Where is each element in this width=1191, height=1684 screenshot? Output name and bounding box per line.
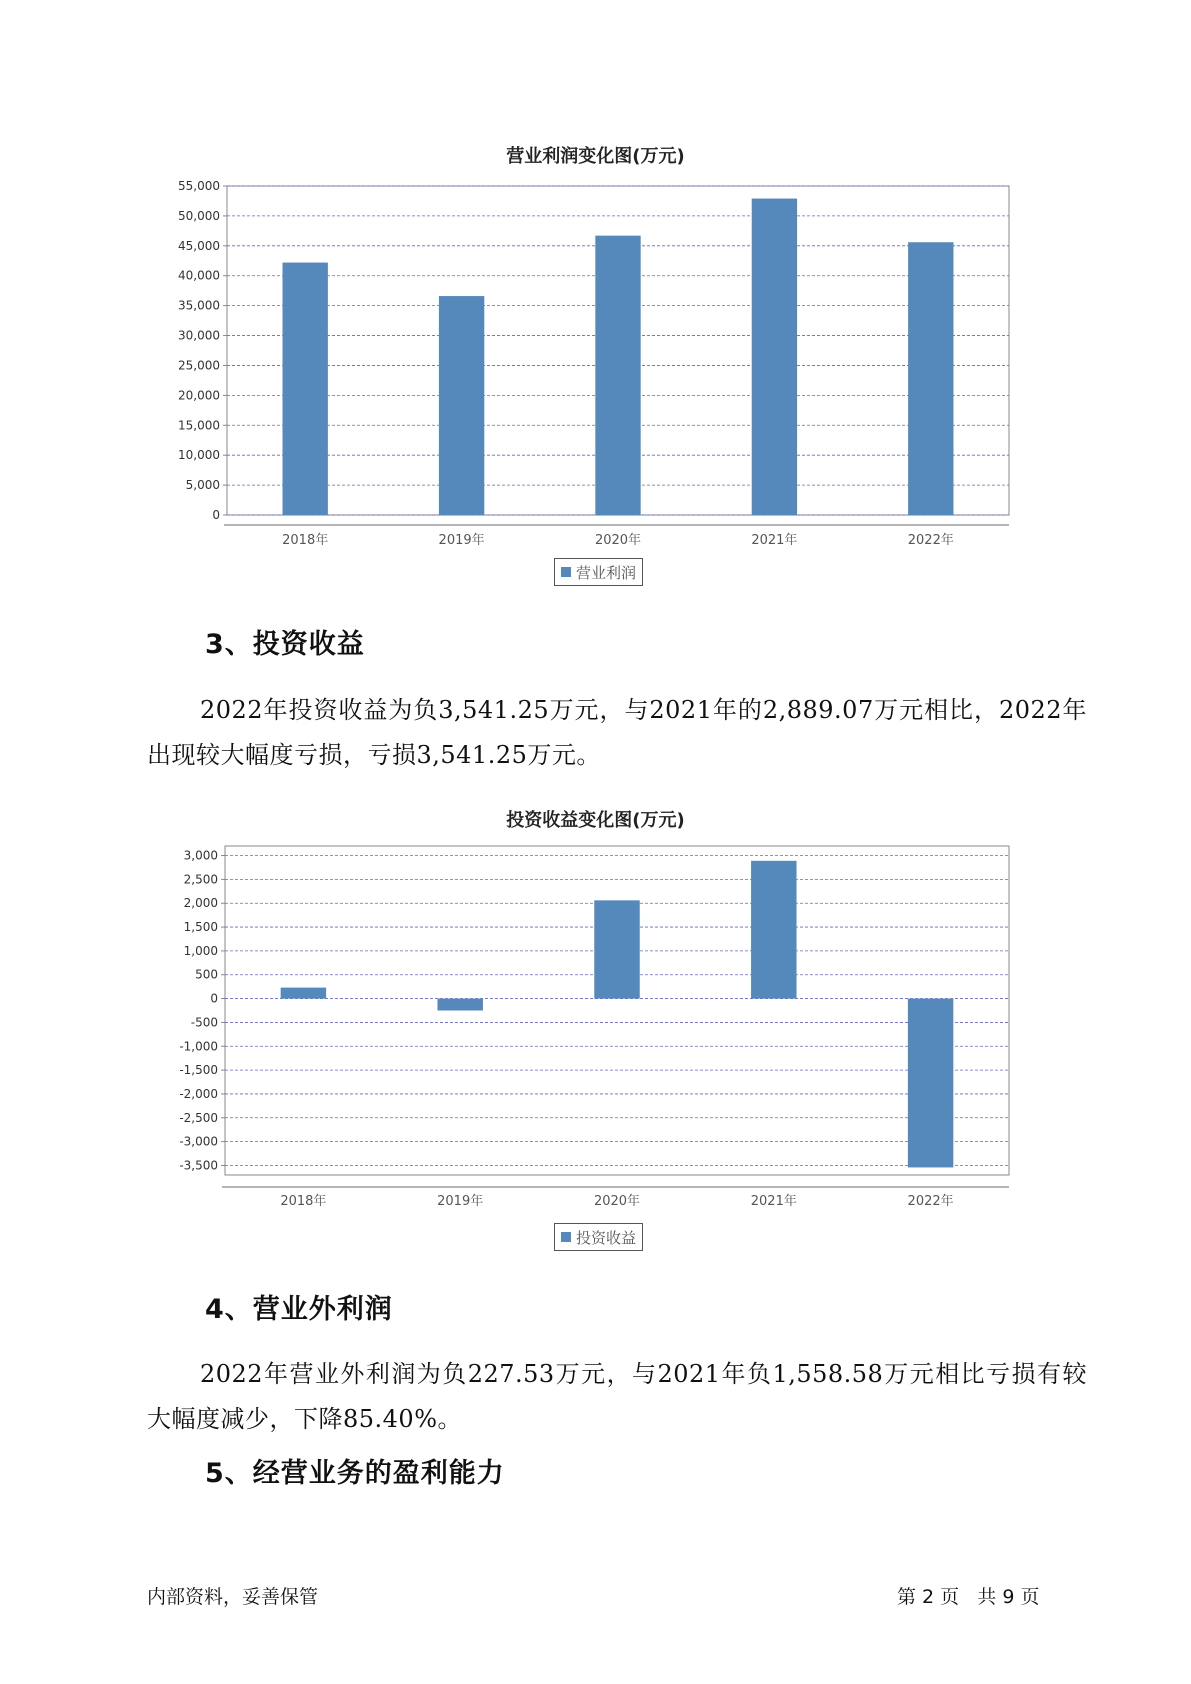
section5-heading: 5、经营业务的盈利能力 <box>205 1458 505 1489</box>
legend-swatch-icon <box>561 1232 571 1242</box>
y-tick-label: -500 <box>190 1015 218 1030</box>
section3-heading: 3、投资收益 <box>205 629 365 660</box>
y-tick-label: 40,000 <box>178 268 220 283</box>
y-tick-label: -1,000 <box>179 1039 218 1054</box>
x-tick-label: 2020年 <box>593 1194 641 1209</box>
section3-paragraph: 2022年投资收益为负3,541.25万元，与2021年的2,889.07万元相比，2022年出现较大幅度亏损，亏损3,541.25万元。 <box>147 696 1087 769</box>
x-tick-label: 2018年 <box>282 533 329 548</box>
y-tick-label: 35,000 <box>178 298 220 313</box>
footer-confidential-note: 内部资料，妥善保管 <box>147 1586 319 1608</box>
y-tick-label: 1,000 <box>183 943 218 958</box>
chart1-legend-label: 营业利润 <box>576 563 637 582</box>
section4-heading: 4、营业外利润 <box>205 1294 393 1325</box>
y-tick-label: 15,000 <box>178 418 220 433</box>
y-tick-label: 2,000 <box>183 896 218 911</box>
y-tick-label: -2,000 <box>179 1086 218 1101</box>
x-tick-label: 2020年 <box>594 533 642 548</box>
y-tick-label: 30,000 <box>178 328 220 343</box>
x-tick-label: 2021年 <box>751 533 798 548</box>
section4-paragraph: 2022年营业外利润为负227.53万元，与2021年负1,558.58万元相比亏损有较大幅度减少，下降85.40%。 <box>147 1360 1087 1433</box>
x-tick-label: 2022年 <box>907 533 954 548</box>
bar-2018年 <box>281 988 326 999</box>
bar-2022年 <box>908 999 953 1168</box>
y-tick-label: 0 <box>210 991 218 1006</box>
chart2-title: 投资收益变化图(万元) <box>506 810 685 831</box>
y-tick-label: 55,000 <box>178 179 220 193</box>
bar-2019年 <box>437 999 482 1011</box>
y-tick-label: -3,000 <box>179 1134 218 1149</box>
bar-2021年 <box>751 861 796 999</box>
chart2-legend-label: 投资收益 <box>576 1228 637 1247</box>
y-tick-label: 50,000 <box>178 208 220 223</box>
y-tick-label: 3,000 <box>183 848 218 863</box>
x-tick-label: 2018年 <box>280 1194 327 1209</box>
x-tick-label: 2019年 <box>437 1194 484 1209</box>
y-tick-label: 0 <box>212 508 220 522</box>
y-tick-label: 2,500 <box>183 872 218 887</box>
y-tick-label: 45,000 <box>178 238 220 253</box>
y-tick-label: 10,000 <box>178 448 220 463</box>
bar-2020年 <box>594 900 639 998</box>
x-tick-label: 2019年 <box>438 533 485 548</box>
x-tick-label: 2022年 <box>907 1194 954 1209</box>
y-tick-label: -3,500 <box>179 1158 218 1173</box>
chart2-legend <box>554 1223 643 1251</box>
footer-page-number: 第 2 页 共 9 页 <box>897 1586 1040 1608</box>
x-tick-label: 2021年 <box>750 1194 797 1209</box>
chart1-title: 营业利润变化图(万元) <box>506 146 685 167</box>
y-tick-label: 5,000 <box>185 478 220 493</box>
y-tick-label: 500 <box>195 967 218 982</box>
plot-area <box>225 846 1009 1175</box>
y-tick-label: -2,500 <box>179 1110 218 1125</box>
y-tick-label: 25,000 <box>178 358 220 373</box>
y-tick-label: -1,500 <box>179 1063 218 1078</box>
y-tick-label: 1,500 <box>183 920 218 935</box>
y-tick-label: 20,000 <box>178 388 220 403</box>
